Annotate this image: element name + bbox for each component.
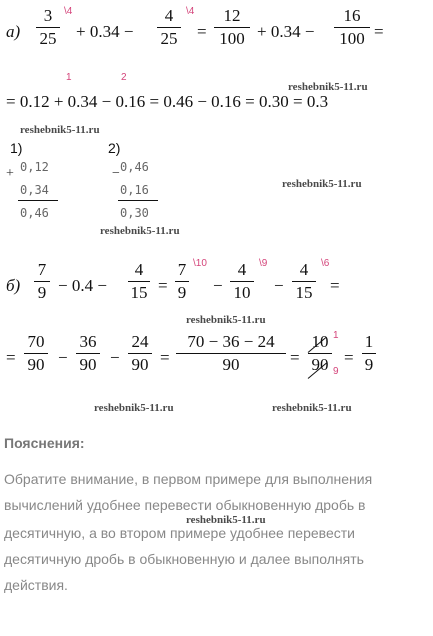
equals-sign: =	[160, 348, 170, 367]
reduced-numerator-mark: 1	[333, 330, 339, 341]
fraction-bar	[334, 27, 370, 28]
explanation-title: Пояснения:	[4, 435, 85, 451]
denominator: 15	[295, 283, 313, 302]
numerator: 10	[311, 332, 329, 351]
term-text: − 0.4 −	[58, 276, 107, 295]
explanation-line-1: Обратите внимание, в первом примере для выполнения	[4, 471, 373, 487]
watermark: reshebnik5-11.ru	[186, 514, 266, 526]
denominator: 90	[79, 355, 97, 374]
denominator: 10	[233, 283, 251, 302]
denominator: 9	[177, 283, 187, 302]
watermark: reshebnik5-11.ru	[100, 225, 180, 237]
minus-sign: −	[213, 276, 223, 295]
calc-1-label: 1)	[10, 140, 23, 156]
numerator: 12	[223, 6, 241, 25]
multiplier-mark: \4	[186, 6, 195, 17]
term-text: + 0.34 −	[257, 22, 315, 41]
fraction-bar	[24, 353, 48, 354]
watermark: reshebnik5-11.ru	[94, 402, 174, 414]
fraction-70-90	[24, 332, 48, 375]
calc-2-operand-b: 0,16	[120, 183, 149, 197]
calc-1-operand-a: 0,12	[20, 160, 49, 174]
fraction-7-9	[34, 260, 50, 303]
numerator: 3	[43, 6, 53, 25]
numerator: 4	[299, 260, 309, 279]
denominator: 90	[131, 355, 149, 374]
denominator: 90	[27, 355, 45, 374]
plus-sign: +	[6, 166, 14, 181]
step-mark-1: 1	[66, 72, 72, 83]
fraction-bar	[128, 281, 150, 282]
numerator: 36	[79, 332, 97, 351]
multiplier-mark: \10	[193, 258, 207, 269]
fraction-4-25	[157, 6, 181, 49]
numerator: 24	[131, 332, 149, 351]
calc-2-label: 2)	[108, 140, 121, 156]
fraction-12-100	[214, 6, 250, 49]
denominator: 25	[39, 29, 57, 48]
calc-1-result: 0,46	[20, 206, 49, 220]
step-mark-2: 2	[121, 72, 127, 83]
fraction-bar	[292, 281, 316, 282]
fraction-7-9	[175, 260, 189, 303]
multiplier-mark: \4	[64, 6, 73, 17]
equals-sign: =	[197, 22, 207, 41]
watermark: reshebnik5-11.ru	[288, 81, 368, 93]
calc-1-operand-b: 0,34	[20, 183, 49, 197]
denominator: 100	[339, 29, 365, 48]
equals-sign: =	[330, 276, 340, 295]
part-a-result-line: = 0.12 + 0.34 − 0.16 = 0.46 − 0.16 = 0.30 = 0.3	[6, 92, 329, 111]
fraction-24-90	[128, 332, 152, 375]
fraction-bar	[308, 353, 332, 354]
denominator: 15	[130, 283, 148, 302]
denominator: 90	[222, 355, 240, 374]
fraction-4-15	[292, 260, 316, 303]
fraction-4-15	[128, 260, 150, 303]
explanation-line-4: десятичную дробь в обыкновенную и далее выполнять	[4, 551, 364, 567]
denominator: 100	[219, 29, 245, 48]
calc-2-result: 0,30	[120, 206, 149, 220]
calc-2-operand-a: 0,46	[120, 160, 149, 174]
fraction-bar	[176, 353, 286, 354]
minus-sign: −	[110, 348, 120, 367]
reduced-denominator-mark: 9	[333, 366, 339, 377]
fraction-combined	[176, 332, 286, 375]
fraction-bar	[362, 353, 376, 354]
fraction-bar	[157, 27, 181, 28]
numerator: 16	[343, 6, 361, 25]
denominator: 25	[160, 29, 178, 48]
numerator: 4	[164, 6, 174, 25]
multiplier-mark: \6	[321, 258, 330, 269]
explanation-line-5: действия.	[4, 577, 68, 593]
fraction-36-90	[76, 332, 100, 375]
numerator: 7	[37, 260, 47, 279]
multiplier-mark: \9	[259, 258, 268, 269]
denominator: 9	[364, 355, 374, 374]
fraction-bar	[34, 281, 50, 282]
equals-sign: =	[344, 348, 354, 367]
fraction-bar	[128, 353, 152, 354]
watermark: reshebnik5-11.ru	[20, 124, 100, 136]
numerator: 70	[27, 332, 45, 351]
equals-sign: =	[158, 276, 168, 295]
sum-line	[18, 200, 58, 201]
part-a-label: а)	[6, 22, 21, 41]
fraction-bar	[175, 281, 189, 282]
part-b-label: б)	[6, 276, 21, 295]
watermark: reshebnik5-11.ru	[186, 314, 266, 326]
numerator: 70 − 36 − 24	[187, 332, 275, 351]
fraction-bar	[214, 27, 250, 28]
fraction-bar	[230, 281, 254, 282]
equals-sign: =	[290, 348, 300, 367]
explanation-line-3: десятичную, а во втором примере удобнее перевести	[4, 525, 355, 541]
difference-line	[118, 200, 158, 201]
numerator: 4	[134, 260, 144, 279]
numerator: 4	[237, 260, 247, 279]
fraction-bar	[36, 27, 60, 28]
watermark: reshebnik5-11.ru	[272, 402, 352, 414]
numerator: 7	[177, 260, 187, 279]
explanation-line-2: вычислений удобнее перевести обыкновенную дробь в	[4, 497, 366, 513]
numerator: 1	[364, 332, 374, 351]
term-text: + 0.34 −	[76, 22, 134, 41]
equals-sign: =	[374, 22, 384, 41]
fraction-1-9	[362, 332, 376, 375]
minus-sign: −	[112, 166, 120, 181]
minus-sign: −	[274, 276, 284, 295]
minus-sign: −	[58, 348, 68, 367]
denominator: 9	[37, 283, 47, 302]
fraction-4-10	[230, 260, 254, 303]
fraction-bar	[76, 353, 100, 354]
fraction-3-25	[36, 6, 60, 49]
denominator: 90	[311, 355, 329, 374]
watermark: reshebnik5-11.ru	[282, 178, 362, 190]
fraction-16-100	[334, 6, 370, 49]
equals-sign: =	[6, 348, 16, 367]
